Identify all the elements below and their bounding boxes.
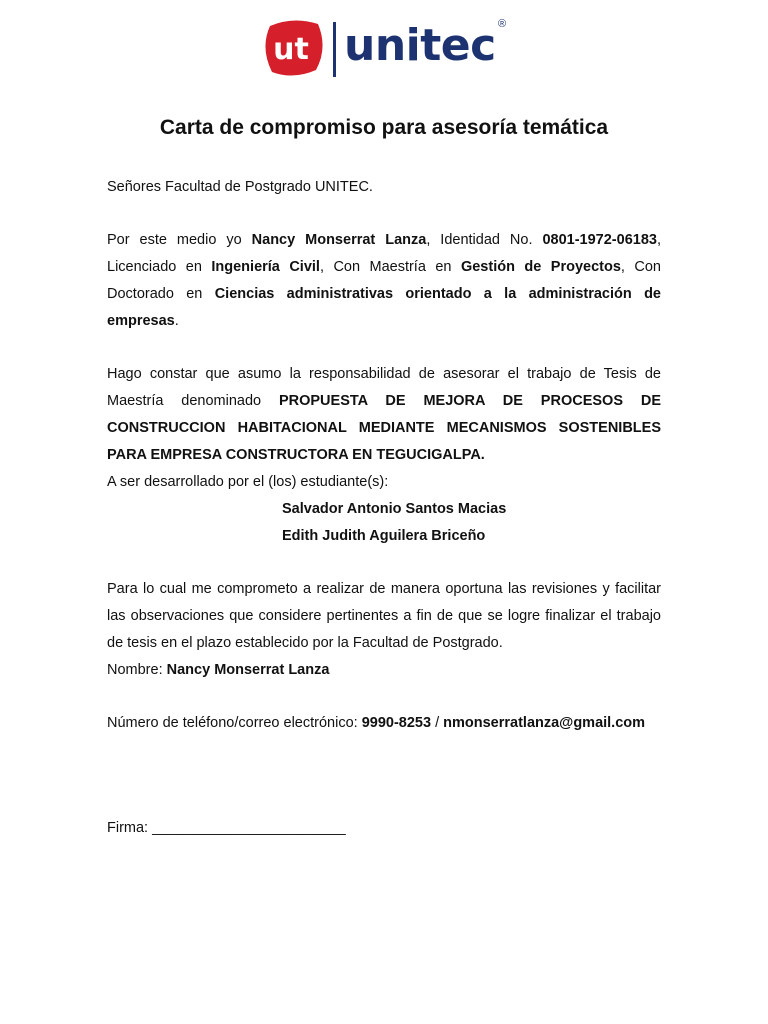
student-name: Salvador Antonio Santos Macias [282, 501, 507, 517]
badge-text: ut [273, 32, 309, 67]
phone-number: 9990-8253 [361, 715, 432, 731]
nombre-line: Nombre: Nancy Monserrat Lanza [107, 662, 330, 678]
identity-number: 0801-1972-06183 [542, 232, 657, 248]
paragraph-commitment: Para lo cual me comprometo a realizar de manera oportuna las revisiones y facilitar las observaciones que considere pertinentes a fin de que se logre finalizar el trabajo de tesis en el plazo establecido por la Facultad de Postgrado. [107, 581, 661, 651]
letter-body [107, 174, 661, 842]
signature-blank: ________________________ [152, 820, 346, 836]
salutation: Señores Facultad de Postgrado UNITEC. [107, 179, 373, 195]
degree: Ingeniería Civil [211, 259, 320, 275]
master-degree: Gestión de Proyectos [460, 259, 621, 275]
advisor-name: Nancy Monserrat Lanza [251, 232, 427, 248]
document-title: Carta de compromiso para asesoría temática [159, 116, 609, 139]
paragraph-advisor: Por este medio yo Nancy Monserrat Lanza, Identidad No. 0801-1972-06183, Licenciado en Ingeniería Civil, Con Maestría en Gestión de Proyectos, Con Doctorado en Ciencias administrativas orientado a la administración de empresas. [107, 232, 661, 329]
registered-mark: ® [498, 18, 507, 30]
signature-line: Firma: ________________________ [107, 820, 346, 836]
email-address: nmonserratlanza@gmail.com [443, 715, 646, 731]
unitec-badge-icon [260, 18, 326, 78]
thesis-title: PROPUESTA DE MEJORA DE PROCESOS DE CONSTRUCCION HABITACIONAL MEDIANTE MECANISMOS SOSTENIBLES PARA EMPRESA CONSTRUCTORA EN TEGUCIGALPA. [107, 393, 661, 463]
students-intro: A ser desarrollado por el (los) estudiante(s): [107, 474, 389, 490]
paragraph-thesis: Hago constar que asumo la responsabilidad de asesorar el trabajo de Tesis de Maestría denominado PROPUESTA DE MEJORA DE PROCESOS DE CONSTRUCCION HABITACIONAL MEDIANTE MECANISMOS SOSTENIBLES PARA EMPRESA CONSTRUCTORA EN TEGUCIGALPA. [107, 366, 661, 463]
logo-wordmark: unitec [344, 20, 496, 71]
unitec-logo [260, 18, 510, 80]
student-name: Edith Judith Aguilera Briceño [282, 528, 486, 544]
nombre-value: Nancy Monserrat Lanza [166, 662, 330, 678]
logo-divider [333, 22, 336, 77]
doctorate-degree: Ciencias administrativas orientado a la administración de empresas [107, 286, 661, 329]
contact-line: Número de teléfono/correo electrónico: 9990-8253 / nmonserratlanza@gmail.com [107, 715, 646, 731]
students-list [107, 496, 661, 550]
